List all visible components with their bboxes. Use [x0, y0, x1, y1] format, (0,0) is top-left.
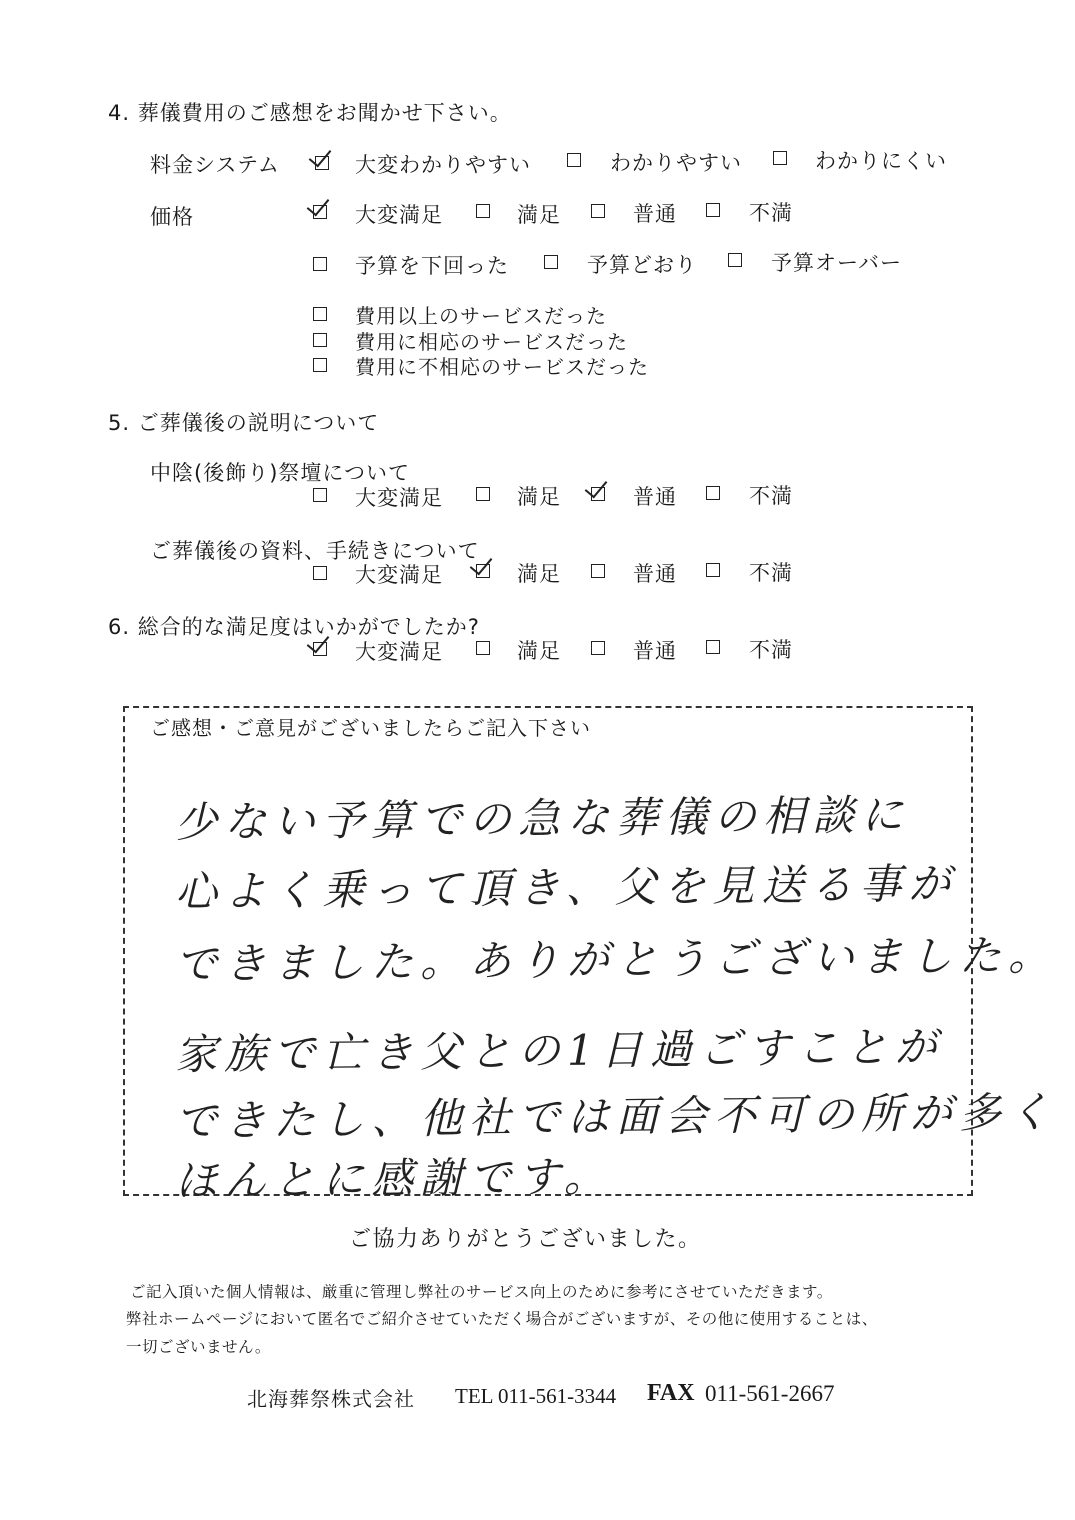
- fax-label: FAX: [647, 1380, 695, 1406]
- overall-option-1-label: 満足: [517, 639, 561, 663]
- tel-number: TEL 011-561-3344: [455, 1384, 617, 1408]
- price-option-1-label: 満足: [517, 203, 561, 227]
- budget-option-2-label: 予算オーバー: [771, 251, 902, 275]
- altar-label: 中陰(後飾り)祭壇について: [150, 461, 410, 485]
- company-name: 北海葬祭株式会社: [247, 1387, 415, 1411]
- altar-option-0-checkbox[interactable]: [313, 488, 327, 502]
- price-option-0-label: 大変満足: [355, 203, 443, 227]
- privacy-line-1: ご記入頂いた個人情報は、厳重に管理し弊社のサービス向上のために参考にさせていただきます。: [130, 1283, 833, 1301]
- docs-option-1-checkbox[interactable]: [476, 564, 490, 578]
- privacy-line-3: 一切ございません。: [126, 1338, 271, 1356]
- overall-option-2-label: 普通: [633, 639, 677, 663]
- docs-option-3-label: 不満: [749, 561, 793, 585]
- docs-option-1-label: 満足: [517, 562, 561, 586]
- comment-line-4: 家族で亡き父との1日過ごすことが: [174, 1021, 944, 1080]
- fee-option-0-checkbox[interactable]: [315, 156, 329, 170]
- overall-option-0-checkbox[interactable]: [313, 642, 327, 656]
- service-option-0-label: 費用以上のサービスだった: [355, 304, 607, 328]
- altar-option-2-checkbox[interactable]: [591, 487, 605, 501]
- comment-line-2: 心よく乗って頂き、父を見送る事が: [174, 858, 958, 917]
- privacy-line-2: 弊社ホームページにおいて匿名でご紹介させていただく場合がございますが、その他に使用することは、: [126, 1310, 878, 1328]
- overall-option-0-label: 大変満足: [355, 640, 443, 664]
- budget-option-1-label: 予算どおり: [587, 253, 697, 277]
- altar-option-1-checkbox[interactable]: [476, 487, 490, 501]
- service-option-2-label: 費用に不相応のサービスだった: [355, 355, 649, 379]
- price-option-0-checkbox[interactable]: [313, 205, 327, 219]
- q6-title: 6. 総合的な満足度はいかがでしたか?: [108, 615, 480, 639]
- docs-option-2-label: 普通: [633, 562, 677, 586]
- price-label: 価格: [150, 205, 194, 229]
- altar-option-3-label: 不満: [749, 484, 793, 508]
- fax-number: 011-561-2667: [705, 1381, 835, 1406]
- service-option-1-checkbox[interactable]: [313, 333, 327, 347]
- overall-option-3-checkbox[interactable]: [706, 640, 720, 654]
- fee-system-label: 料金システム: [150, 153, 280, 177]
- fee-option-2-label: わかりにくい: [815, 149, 947, 173]
- altar-option-3-checkbox[interactable]: [706, 486, 720, 500]
- fee-option-1-label: わかりやすい: [610, 151, 742, 175]
- fee-option-2-checkbox[interactable]: [773, 151, 787, 165]
- docs-option-0-label: 大変満足: [355, 563, 443, 587]
- budget-option-0-checkbox[interactable]: [313, 257, 327, 271]
- altar-option-2-label: 普通: [633, 485, 677, 509]
- budget-option-0-label: 予算を下回った: [355, 254, 509, 278]
- budget-option-2-checkbox[interactable]: [728, 253, 742, 267]
- q4-title: 4. 葬儀費用のご感想をお聞かせ下さい。: [108, 101, 512, 125]
- price-option-1-checkbox[interactable]: [476, 204, 490, 218]
- price-option-3-checkbox[interactable]: [706, 203, 720, 217]
- price-option-3-label: 不満: [749, 201, 793, 225]
- service-option-2-checkbox[interactable]: [313, 358, 327, 372]
- documents-label: ご葬儀後の資料、手続きについて: [150, 539, 480, 563]
- altar-option-1-label: 満足: [517, 485, 561, 509]
- service-option-0-checkbox[interactable]: [313, 307, 327, 321]
- overall-option-1-checkbox[interactable]: [476, 641, 490, 655]
- thanks-message: ご協力ありがとうございました。: [349, 1227, 702, 1252]
- altar-option-0-label: 大変満足: [355, 486, 443, 510]
- docs-option-0-checkbox[interactable]: [313, 566, 327, 580]
- budget-option-1-checkbox[interactable]: [544, 255, 558, 269]
- overall-option-2-checkbox[interactable]: [591, 641, 605, 655]
- fee-option-0-label: 大変わかりやすい: [355, 153, 531, 177]
- overall-option-3-label: 不満: [749, 638, 793, 662]
- q5-title: 5. ご葬儀後の説明について: [108, 411, 380, 435]
- docs-option-2-checkbox[interactable]: [591, 564, 605, 578]
- comment-line-5: できたし、他社では面会不可の所が多く: [174, 1087, 1058, 1146]
- comment-line-3: できました。ありがとうございました。: [174, 930, 1058, 989]
- price-option-2-checkbox[interactable]: [591, 204, 605, 218]
- comment-line-6: ほんとに感謝です。: [174, 1151, 613, 1206]
- comment-line-1: 少ない予算での急な葬儀の相談に: [174, 790, 911, 847]
- docs-option-3-checkbox[interactable]: [706, 563, 720, 577]
- comment-heading: ご感想・ご意見がございましたらご記入下さい: [150, 716, 591, 740]
- price-option-2-label: 普通: [633, 202, 677, 226]
- service-option-1-label: 費用に相応のサービスだった: [355, 330, 628, 354]
- fee-option-1-checkbox[interactable]: [567, 153, 581, 167]
